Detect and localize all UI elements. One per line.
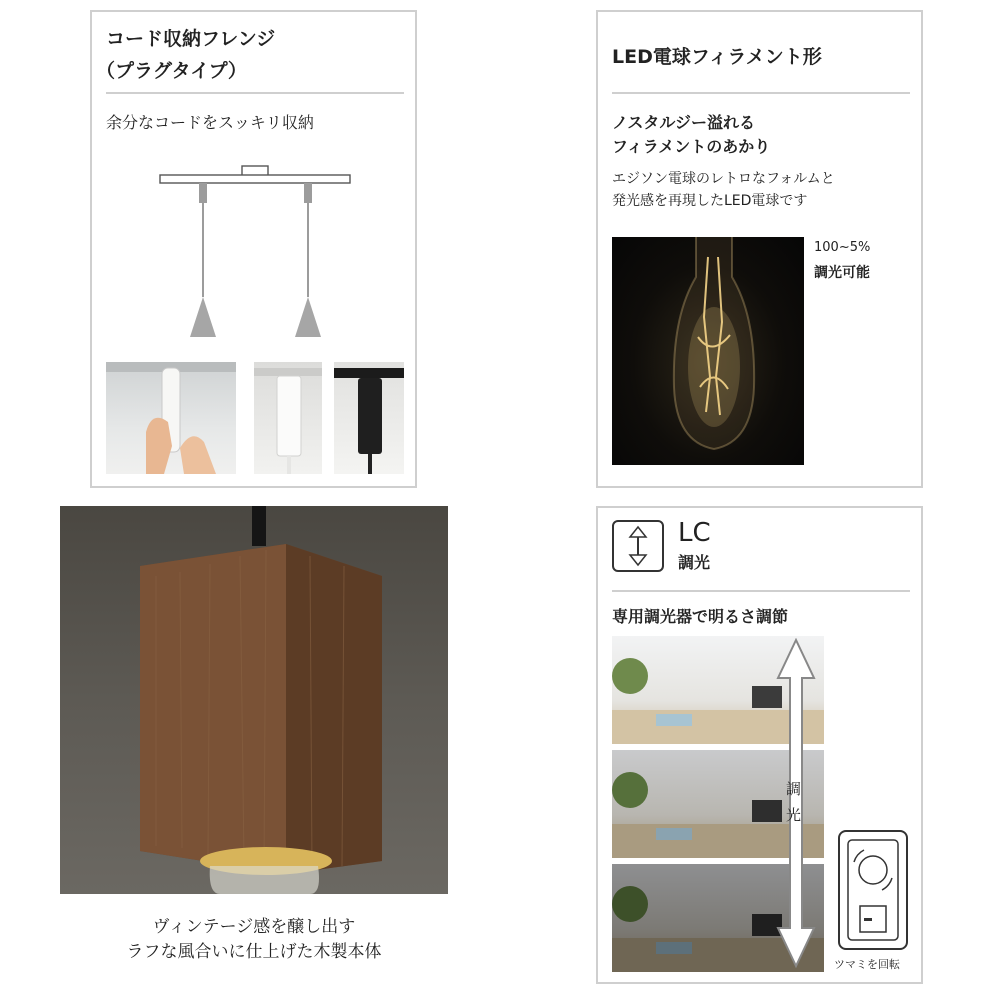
wood-caption-line1: ヴィンテージ感を醸し出す	[152, 917, 356, 937]
photo-installing-plug	[106, 362, 236, 474]
photo-wooden-body	[60, 506, 448, 894]
flange-title-line2: （プラグタイプ）	[96, 60, 247, 82]
filament-desc-line2: 発光感を再現したLED電球です	[612, 193, 808, 209]
knob-caption: ツマミを回転	[834, 958, 900, 971]
dimming-range: 100~5%	[814, 240, 871, 255]
panel-lc-dimming	[596, 506, 923, 984]
flange-subtitle: 余分なコードをスッキリ収納	[106, 113, 314, 132]
dimmer-switch-icon	[838, 830, 908, 950]
dimmer-heading: 専用調光器で明るさ調節	[612, 607, 789, 626]
divider	[612, 590, 910, 592]
lc-label: LC	[678, 518, 711, 548]
filament-desc-line1: エジソン電球のレトロなフォルムと	[612, 171, 835, 187]
dimming-arrow-icon	[612, 520, 664, 572]
panel-cord-flange	[90, 10, 417, 488]
photo-black-flange	[334, 362, 404, 474]
arrow-text-2: 光	[786, 806, 802, 824]
dimming-label: 調光可能	[814, 265, 870, 281]
filament-heading-line1: ノスタルジー溢れる	[612, 113, 755, 132]
flange-title-line1: コード収納フレンジ	[106, 28, 276, 50]
pendant-lamp-icon	[92, 162, 419, 342]
lc-sub: 調光	[678, 553, 711, 572]
filament-heading-line2: フィラメントのあかり	[612, 137, 771, 156]
photo-filament-bulb	[612, 237, 804, 465]
photo-white-flange	[254, 362, 322, 474]
arrow-text-1: 調	[786, 780, 802, 798]
panel-led-filament	[596, 10, 923, 488]
divider	[612, 92, 910, 94]
divider	[106, 92, 404, 94]
dimming-scale-arrow-icon	[776, 638, 816, 968]
filament-title: LED電球フィラメント形	[612, 46, 822, 68]
wood-caption-line2: ラフな風合いに仕上げた木製本体	[126, 942, 382, 962]
